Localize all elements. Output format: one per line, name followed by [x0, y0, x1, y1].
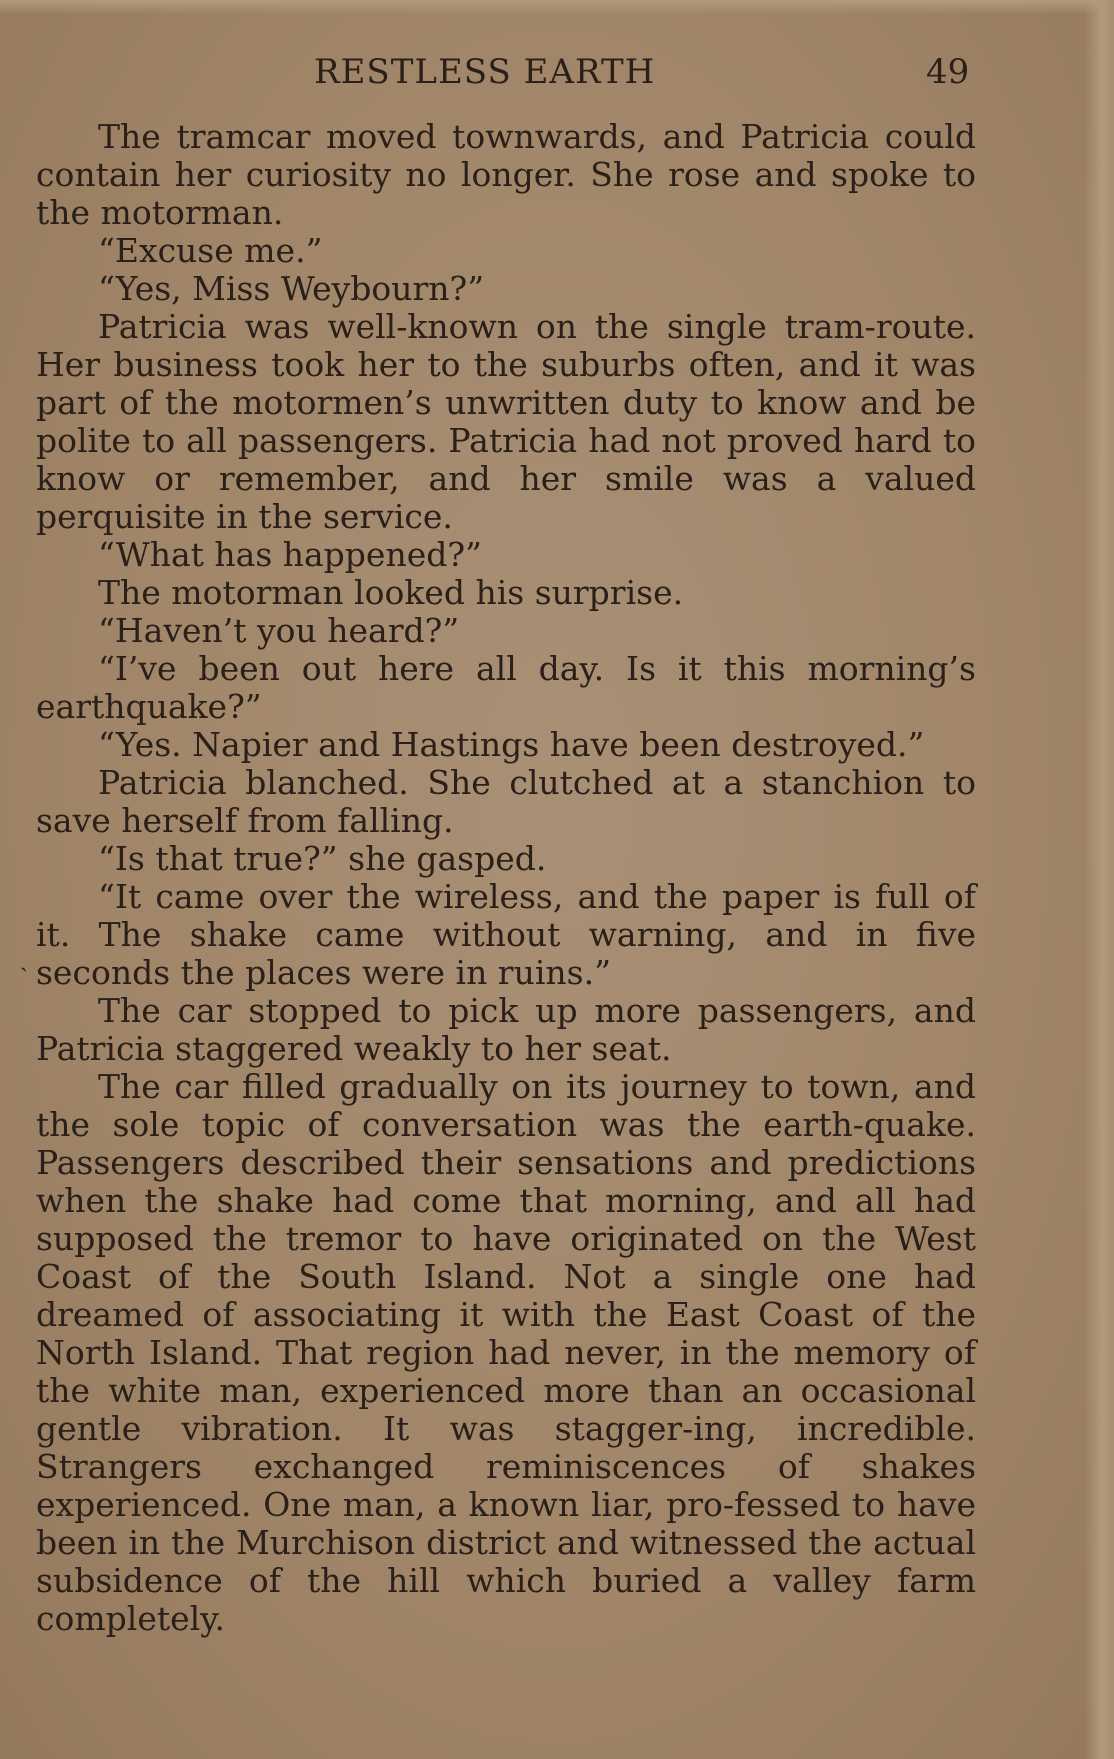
paragraph: “Haven’t you heard?”	[98, 611, 460, 650]
page-number: 49	[926, 52, 970, 92]
body-text	[36, 118, 976, 1638]
paragraph: The motorman looked his surprise.	[98, 573, 684, 612]
page-top-edge	[0, 0, 1114, 14]
paragraph: “Yes. Napier and Hastings have been destroyed.”	[98, 725, 925, 764]
paragraph: “What has happened?”	[98, 535, 482, 574]
paragraph: The tramcar moved townwards, and Patricia could contain her curiosity no longer. She rose and spoke to the motorman.	[36, 117, 976, 232]
stray-ink-mark: ˎ	[20, 944, 28, 972]
paragraph: “Excuse me.”	[98, 231, 323, 270]
paragraph: The car stopped to pick up more passengers, and Patricia staggered weakly to her seat.	[36, 991, 976, 1068]
paragraph: Patricia was well-known on the single tram-route. Her business took her to the suburbs often, and it was part of the motormen’s unwritten duty to know and be polite to all passengers. Patricia had not proved hard to know or remember, and her smile was a valued perquisite in the service.	[36, 307, 976, 536]
paragraph: “Yes, Miss Weybourn?”	[98, 269, 485, 308]
paragraph: Patricia blanched. She clutched at a stanchion to save herself from falling.	[36, 763, 976, 840]
page-right-edge	[1084, 0, 1114, 1759]
paragraph: “I’ve been out here all day. Is it this morning’s earthquake?”	[36, 649, 976, 726]
running-title: RESTLESS EARTH	[314, 52, 656, 92]
paragraph: “It came over the wireless, and the paper is full of it. The shake came without warning, and in five seconds the places were in ruins.”	[36, 877, 976, 992]
paragraph: The car filled gradually on its journey to town, and the sole topic of conversation was the earth-quake. Passengers described their sensations and predictions when the shake had come that morning, and all had supposed the tremor to have originated on the West Coast of the South Island. Not a single one had dreamed of associating it with the East Coast of the North Island. That region had never, in the memory of the white man, experienced more than an occasional gentle vibration. It was stagger-ing, incredible. Strangers exchanged reminiscences of shakes experienced. One man, a known liar, pro-fessed to have been in the Murchison district and witnessed the actual subsidence of the hill which buried a valley farm completely.	[36, 1067, 976, 1638]
page-header	[0, 52, 1114, 102]
paragraph: “Is that true?” she gasped.	[98, 839, 547, 878]
